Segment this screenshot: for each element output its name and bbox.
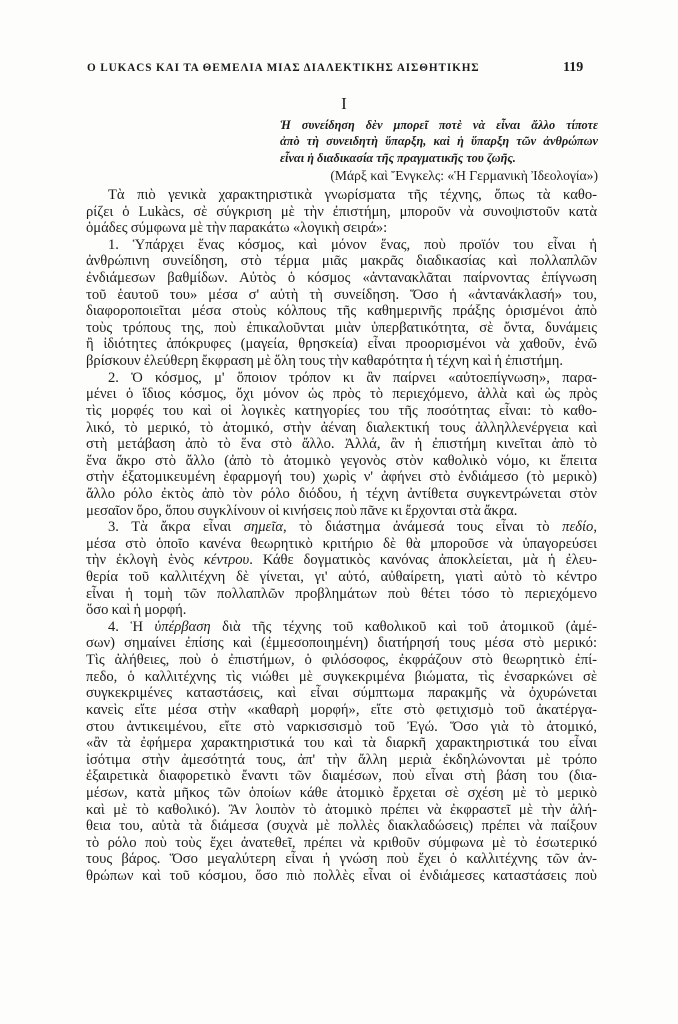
emphasized-term: πεδίο bbox=[562, 519, 594, 536]
text-segment: . Κάθε δογματικὸς κανόνας ἀποκλείεται, μὰ ἡ ἐλευ- bbox=[249, 552, 597, 569]
body-text bbox=[86, 187, 597, 885]
emphasized-term: σημεῖα bbox=[243, 519, 283, 536]
text-line: θεια του, αὐτὰ τὰ διάμεσα (συχνὰ μὲ πολλὲς διακλαδώσεις) πρέπει νὰ παίξουν bbox=[86, 818, 597, 835]
text-line: στου ἀντικειμένου, εἴτε στὸ ναρκισσισμὸ τοῦ Ἐγώ. Ὅσο γιὰ τὸ ἀτομικό, bbox=[86, 718, 597, 735]
text-line bbox=[86, 519, 597, 536]
text-line: Τὶς ἀλήθειες, ποὺ ὁ ἐπιστήμων, ὁ φιλόσοφος, ἐκφράζουν στὸ θεωρητικὸ ἐπί- bbox=[86, 652, 597, 669]
text-line: ἄλλο ρόλο ἐκτὸς ἀπὸ τὸν ρόλο διόδου, ἡ τέχνη ἀντίθετα συγκεντρώνεται στὸν bbox=[86, 485, 597, 502]
text-line: θρώπων καὶ τοῦ κόσμου, ὅσο πιὸ πολλὲς εἶναι οἱ ἐνδιάμεσες καταστάσεις ποὺ bbox=[86, 867, 597, 884]
text-line: βρίσκουν ἐλεύθερη ἔκφραση μὲ ὅλη τους τὴν καθαρότητα ἡ τέχνη καὶ ἡ ἐπιστήμη. bbox=[86, 353, 564, 370]
text-line: συγκεκριμένες καταστάσεις, καὶ εἶναι σύμπτωμα παρακμῆς νὰ ὀχυρώνεται bbox=[86, 685, 597, 702]
epigraph-line: ἀπὸ τὴ συνειδητὴ ὕπαρξη, καὶ ἡ ὕπαρξη τῶν ἀνθρώπων bbox=[280, 134, 598, 149]
text-line: τους βάρος. Ὅσο μεγαλύτερη εἶναι ἡ γνώση ποὺ ἔχει ὁ καλλιτέχνης τῶν ἀν- bbox=[86, 851, 597, 868]
text-line: ὁμάδες σύμφωνα μὲ τὴν παρακάτω «λογικὴ σειρά»: bbox=[86, 220, 388, 237]
text-line: κανεὶς εἴτε μέσα στὴν «καθαρὴ μορφή», εἴτε στὸ φετιχισμὸ τοῦ ἀκατέργα- bbox=[86, 701, 597, 718]
text-line: θερία τοῦ καλλιτέχνη δὲ γίνεται, γι' αὐτό, αὐθαίρετη, γιατὶ αὐτὸ τὸ κέντρο bbox=[86, 569, 597, 586]
text-line: διαφοροποιεῖται μέσα στοὺς κόλπους τῆς καθημερινῆς πράξης ὁρισμένοι ἀπὸ bbox=[86, 303, 597, 320]
epigraph-line: εἶναι ἡ διαδικασία τῆς πραγματικῆς του ζωῆς. bbox=[280, 150, 516, 165]
text-line: τοὺς τρόπους της, ποὺ ἐπικαλοῦνται μιὰν ὑπερβατικότητα, σὲ ὄντα, δυνάμεις bbox=[86, 319, 597, 336]
emphasized-term: κέντρου bbox=[203, 552, 250, 569]
text-line: ὅσο καὶ ἡ μορφή. bbox=[86, 602, 187, 619]
text-line: καὶ μὲ τὸ καθολικό). Ἂν λοιπὸν τὸ ἀτομικὸ πρέπει νὰ ἐκφραστεῖ μὲ τὴν ἀλή- bbox=[86, 801, 597, 818]
page-number: 119 bbox=[563, 60, 584, 75]
epigraph-source: (Μάρξ καὶ Ἔνγκελς: «Ἡ Γερμανικὴ Ἰδεολογία») bbox=[330, 168, 598, 183]
text-line: ἕνα ἄκρο στὸ ἄλλο (ἀπὸ τὸ ἀτομικὸ γεγονὸς στὸν καθολικὸ νόμο, κι ἔπειτα bbox=[86, 452, 597, 469]
text-line: μέσα στὸ ὁποῖο κανένα θεωρητικὸ κριτήριο δὲ θὰ μποροῦσε νὰ ὑπαγορεύσει bbox=[86, 535, 597, 552]
section-numeral: I bbox=[341, 94, 347, 113]
text-line: 2. Ὁ κόσμος, μ' ὅποιον τρόπον κι ἂν παίρνει «αὐτοεπίγνωση», παρα- bbox=[108, 369, 597, 386]
emphasized-term: ὑπέρβαση bbox=[154, 618, 211, 635]
text-line: τοῦ ἑαυτοῦ του» μέσα σ' αὐτὴ τὴ συνείδηση. Ὅσο ἡ «ἀντανάκλασή» του, bbox=[86, 286, 597, 303]
text-segment: 4. Ἡ bbox=[108, 618, 155, 635]
epigraph-line: Ἡ συνείδηση δὲν μπορεῖ ποτὲ νὰ εἶναι ἄλλο τίποτε bbox=[280, 118, 598, 132]
text-segment: 3. Τὰ ἄκρα εἶναι bbox=[108, 519, 244, 536]
text-line: τὶς μορφές του καὶ οἱ λογικὲς κατηγορίες του τῆς ποσότητας εἶναι: τὸ καθο- bbox=[86, 402, 597, 419]
running-head: Ο LUKACS ΚΑΙ ΤΑ ΘΕΜΕΛΙΑ ΜΙΑΣ ΔΙΑΛΕΚΤΙΚΗΣ ΑΙΣΘΗΤΙΚΗΣ bbox=[87, 62, 480, 74]
text-line: 1. Ὑπάρχει ἕνας κόσμος, καὶ μόνον ἕνας, ποὺ προϊόν του εἶναι ἡ bbox=[108, 236, 597, 253]
text-line: στὴ μετάβαση ἀπὸ τὸ ἕνα στὸ ἄλλο. Ἀλλά, ἂν ἡ ἐπιστήμη κινεῖται ἀπὸ τὸ bbox=[86, 436, 597, 453]
text-line: μένει ὁ ἴδιος κόσμος, ὄχι μόνον ὡς πρὸς τὸ περιεχόμενο, ἀλλὰ καὶ ὡς πρὸς bbox=[86, 386, 597, 403]
text-line: μέσων, κατὰ μῆκος τῶν ὁποίων κάθε ἀτομικὸ ἔρχεται σὲ σχέση μὲ τὸ μερικὸ bbox=[86, 784, 597, 801]
text-line: ἀνθρώπινη συνείδηση, στὸ τέρμα μιᾶς μακρᾶς διαδικασίας καὶ πολλαπλῶν bbox=[86, 253, 597, 270]
text-segment: τὴν ἐκλογὴ ἑνὸς bbox=[86, 552, 204, 569]
text-line: πεδο, ὁ καλλιτέχνης τὶς νιώθει μὲ συγκεκριμένα βιώματα, τὶς ἐνσαρκώνει σὲ bbox=[86, 668, 597, 685]
text-line bbox=[86, 619, 597, 636]
text-line: τὸ ρόλο ποὺ τοὺς ἔχει ἀνατεθεῖ, πρέπει νὰ κριθοῦν σύμφωνα μὲ τὸ ἐσωτερικό bbox=[86, 834, 597, 851]
text-segment: διὰ τῆς τέχνης τοῦ καθολικοῦ καὶ τοῦ ἀτομικοῦ (ἀμέ- bbox=[210, 618, 597, 635]
text-line: λικό, τὸ μερικό, τὸ ἀτομικό, στὴν ἀέναη διαλεκτική τους ἀλληλλενέργεια καὶ bbox=[86, 419, 597, 436]
text-line: «ἂν τὰ ἐφήμερα χαρακτηριστικά του καὶ τὰ διαρκῆ χαρακτηριστικά του εἶναι bbox=[86, 735, 597, 752]
text-line: σων) σημαίνει ἐπίσης καὶ (ἐμμεσοποιημένη) διατήρησή τους μέσα στὸ μερικό: bbox=[86, 635, 597, 652]
text-line: ἐξαιρετικὰ διαφορετικὸ ἔναντι τῶν διαμέσων, ποὺ εἶναι στὴ βάση του (δια- bbox=[86, 768, 597, 785]
text-segment: , bbox=[593, 519, 597, 536]
text-line: ἐνδιάμεσων βαθμίδων. Αὐτὸς ὁ κόσμος «ἀντανακλᾶται παίρνοντας ἐπίγνωση bbox=[86, 270, 597, 287]
text-line: μεσαῖον ὅρο, ὅπου συγκλίνουν οἱ κινήσεις ποὺ πᾶνε κι ἔρχονται στὰ ἄκρα. bbox=[86, 502, 518, 519]
text-segment: , τὸ διάστημα ἀνάμεσά τους εἶναι τὸ bbox=[283, 519, 563, 536]
text-line: εἶναι ἡ τομὴ τῶν πολλαπλῶν προβλημάτων ποὺ θέτει τόσο τὸ περιεχόμενο bbox=[86, 585, 597, 602]
text-line: ρίζει ὁ Lukàcs, σὲ σύγκριση μὲ τὴν ἐπιστήμη, μποροῦν νὰ συνοψιστοῦν κατὰ bbox=[86, 203, 597, 220]
text-line: ἰσότιμα στὴν ἀμεσότητά τους, ἀπ' τὴν ἄλλη μεριὰ ἐκδηλώνονται μὲ τρόπο bbox=[86, 751, 597, 768]
text-line bbox=[86, 552, 597, 569]
text-line: στὴν ἐξατομικευμένη ἐφαρμογή του) χωρὶς ν' ἀφήνει στὸ ἐνδιάμεσο (τὸ μερικὸ) bbox=[86, 469, 597, 486]
epigraph bbox=[280, 117, 598, 166]
text-line: ἢ ἰδιότητες ἀπόκρυφες (μαγεία, θρησκεία) εἶναι προορισμένοι νὰ χαθοῦν, ἐνῶ bbox=[86, 336, 597, 353]
text-line: Τὰ πιὸ γενικὰ χαρακτηριστικὰ γνωρίσματα τῆς τέχνης, ὅπως τὰ καθο- bbox=[108, 187, 597, 203]
